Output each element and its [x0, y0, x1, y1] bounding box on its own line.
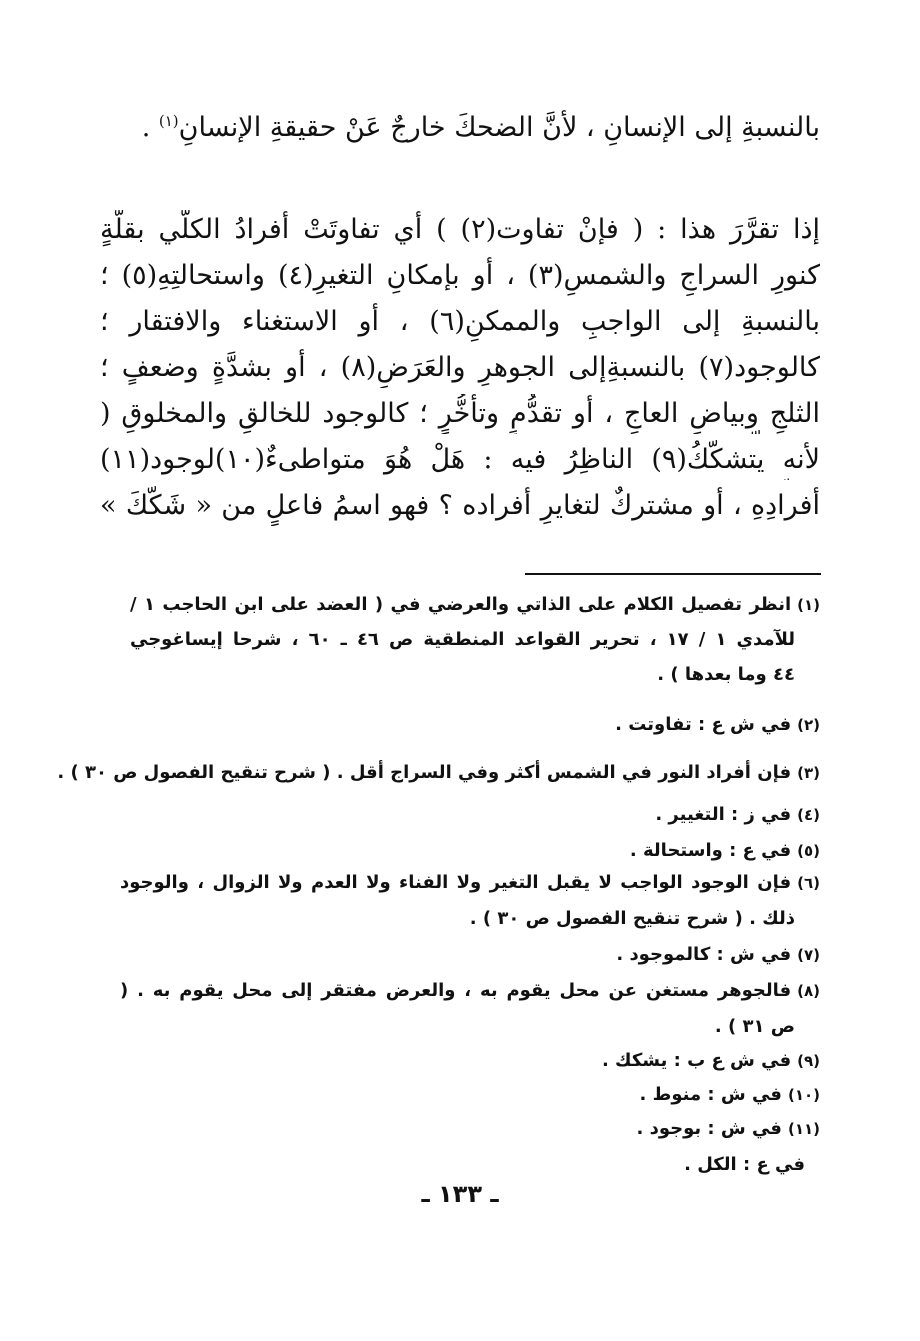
footnote-text: انظر تفصيل الكلام على الذاتي والعرضي في ( العضد على ابن الحاجب ١ /	[130, 594, 792, 615]
footnote-line	[130, 1080, 820, 1110]
footnote-text: في ش : كالموجود .	[616, 944, 792, 965]
footnote-text: فالجوهر مستغن عن محل يقوم به ، والعرض مفتقر إلى محل يقوم به . (	[120, 980, 792, 1001]
footnote-line	[130, 625, 795, 655]
footnote-line	[120, 976, 820, 1006]
opening-line	[100, 108, 820, 148]
footnote-number: (٢)	[797, 716, 820, 734]
footnote-text: في ش ع : تفاوتت .	[615, 714, 792, 735]
paragraph-line: كالوجود(٧) بالنسبةِإلى الجوهرِ والعَرَضِ(٨) ، أو بشدَّةٍ وضعفٍ ؛	[100, 352, 820, 383]
footnote-number: (٦)	[797, 874, 820, 892]
footnote-number: (٨)	[797, 982, 820, 1000]
footnote-line	[130, 1012, 795, 1042]
footnote-number: (٣)	[797, 764, 820, 782]
footnote-text: ذلك . ( شرح تنقيح الفصول ص ٣٠ ) .	[469, 908, 795, 929]
footnote-line	[57, 758, 820, 788]
footnote-separator	[525, 573, 821, 575]
paragraph-line: كنورِ السراجِ والشمسِ(٣) ، أو بإمكانِ التغيرِ(٤) واستحالتِهِ(٥) ؛	[100, 260, 820, 291]
footnote-line	[130, 940, 820, 970]
footnote-line	[130, 710, 820, 740]
footnote-text: في ع : واستحالة .	[629, 840, 792, 861]
footnote-text: للآمدي ١ / ١٧ ، تحرير القواعد المنطقية ص ٤٦ ـ ٦٠ ، شرحا إيساغوجي	[130, 629, 795, 650]
footnote-text: في ز : التغيير .	[655, 804, 792, 825]
footnote-line	[120, 868, 820, 898]
footnote-line	[130, 660, 795, 690]
opening-line-text: بالنسبةِ إلى الإنسانِ ، لأنَّ الضحكَ خارجٌ عَنْ حقيقةِ الإنسانِ	[178, 112, 820, 143]
opening-line-end: .	[141, 112, 159, 143]
footnote-text: ص ٣١ ) .	[714, 1016, 795, 1037]
page-number: ـ ١٣٣ ـ	[421, 1180, 499, 1208]
footnote-text: في ع : الكل .	[684, 1154, 805, 1175]
footnote-ref-1: (١)	[158, 112, 179, 130]
footnote-line	[130, 1114, 820, 1144]
footnote-number: (١٠)	[787, 1086, 820, 1104]
paragraph-line: لأنه يتشكَّكُ(٩) الناظِرُ فيه : هَلْ هُوَ متواطىءٌ(١٠)لوجود(١١)	[100, 444, 820, 475]
footnote-number: (٥)	[797, 842, 820, 860]
paragraph-line: الثلجِ وبياضِ العاجِ ، أو تقدُّمٍ وتأخُّرٍ ؛ كالوجود للخالقِ والمخلوقِ (	[100, 398, 820, 429]
footnote-number: (١١)	[787, 1120, 820, 1138]
footnote-line	[130, 1046, 820, 1076]
footnote-text: فإن الوجود الواجب لا يقبل التغير ولا الفناء ولا العدم ولا الزوال ، والوجود	[120, 872, 792, 893]
footnote-number: (١)	[797, 596, 820, 614]
paragraph-line: أفرادِهِ ، أو مشتركٌ لتغايرِ أفراده ؟ فهو اسمُ فاعلٍ من « شَكَّكَ »	[100, 490, 820, 521]
footnote-text: في ش : بوجود .	[636, 1118, 782, 1139]
footnote-number: (٧)	[797, 946, 820, 964]
footnote-text: فإن أفراد النور في الشمس أكثر وفي السراج أقل . ( شرح تنقيح الفصول ص ٣٠ ) .	[57, 762, 792, 783]
footnote-line	[130, 800, 820, 830]
footnote-text: في ش ع ب : يشكك .	[601, 1050, 792, 1071]
footnote-number: (٩)	[797, 1052, 820, 1070]
footnote-text: في ش : منوط .	[639, 1084, 782, 1105]
footnote-line	[130, 590, 820, 620]
footnote-text: ٤٤ وما بعدها ) .	[657, 664, 795, 685]
footnote-number: (٤)	[797, 806, 820, 824]
footnote-line	[130, 836, 820, 866]
paragraph-line: إذا تقرَّرَ هذا : ( فإنْ تفاوت(٢) ) أي تفاوتَتْ أفرادُ الكلّي بقلَّةٍ	[100, 214, 820, 245]
footnote-line	[130, 904, 795, 934]
paragraph-line: بالنسبةِ إلى الواجبِ والممكنِ(٦) ، أو الاستغناء والافتقار ؛	[100, 306, 820, 337]
